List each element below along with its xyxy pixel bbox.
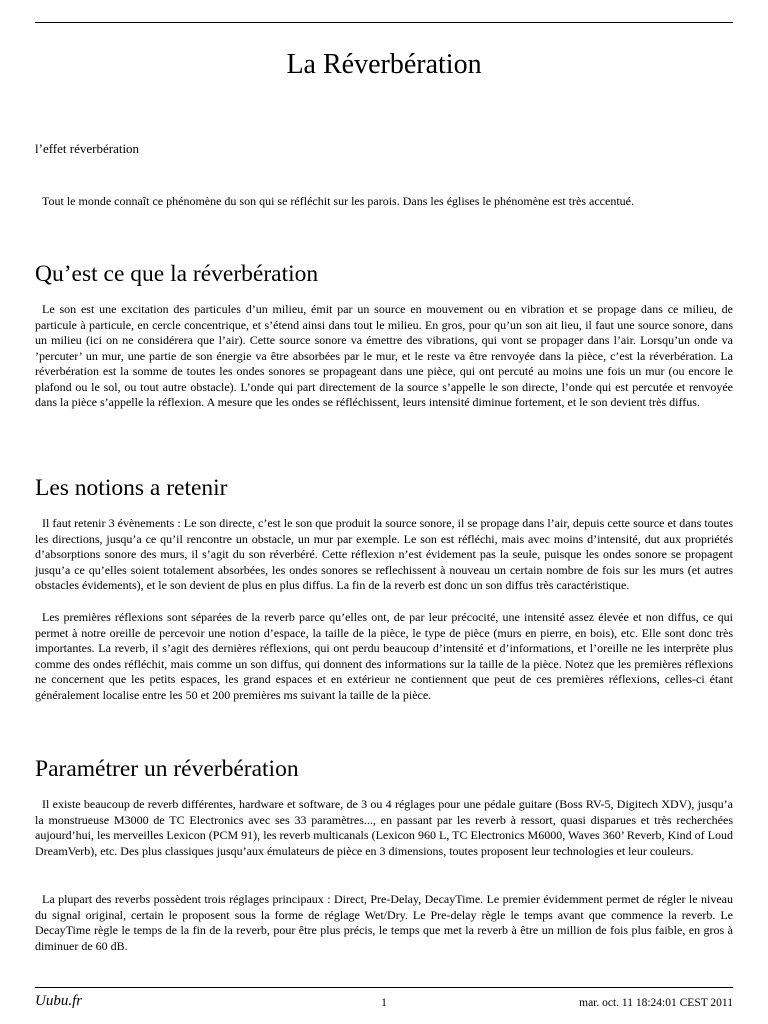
top-rule: [35, 22, 733, 23]
page-title: La Réverbération: [286, 49, 482, 80]
paragraph-parametrer-1: Il existe beaucoup de reverb différentes, hardware et software, de 3 ou 4 réglages pour une pédale guitare (Boss RV-5, Digitech XDV), jusqu’a la monstrueuse M3000 de TC Electronics avec ses 33 paramètres..., en passant par les reverb à ressort, quasi disparues et très recherchées aujourd’hui, les merveilles Lexicon (PCM 91), les reverb multicanals (Lexicon 960 L, TC Electronics M6000, Waves 360’ Reverb, Kind of Loud DreamVerb), etc. Des plus classiques jusqu’aux émulateurs de pièce en 3 dimensions, toutes proposent leur technologies et leur couleurs.: [35, 797, 733, 858]
paragraph-notions-2: Les premières réflexions sont séparées de la reverb parce qu’elles ont, de par leur précocité, une intensité assez élevée et non diffus, ce qui permet à notre oreille de percevoir une notion d’espace, la taille de la pièce, le type de pièce (murs en pierre, en bois), etc. Elle sont donc très importantes. La reverb, il s’agit des dernières réflexions, qui ont perdu beaucoup d’intensité et d’informations, et l’oreille ne les interprète plus comme des ondes réfléchit, mais comme un son diffus, qui donnent des informations sur la taille de la pièce. Notez que les premières réflexions ne concernent que les petits espaces, les grand espaces et en extérieur ne contiennent que peut de ces premières réflexions, celles-ci étant généralement localise entre les 50 et 200 premières ms suivant la taille de la pièce.: [35, 610, 733, 702]
intro-paragraph: Tout le monde connaît ce phénomène du son qui se réfléchit sur les parois. Dans les églises le phénomène est très accentué.: [42, 194, 634, 208]
footer-date: mar. oct. 11 18:24:01 CEST 2011: [579, 997, 733, 1009]
paragraph-parametrer-2: La plupart des reverbs possèdent trois réglages principaux : Direct, Pre-Delay, DecayTime. Le premier évidemment permet de régler le niveau du signal original, certain le proposent sous la forme de réglage Wet/Dry. Le Pre-delay règle le temps avant que commence la reverb. Le DecayTime règle le temps de la fin de la reverb, pour être plus précis, le temps que met la reverb à être un million de fois plus faible, en gros à diminuer de 60 dB.: [35, 892, 733, 953]
section-heading-notions: Les notions a retenir: [35, 475, 228, 501]
paragraph-notions-1: Il faut retenir 3 évènements : Le son directe, c’est le son que produit la source sonore, il se propage dans l’air, depuis cette source et dans toutes les directions, jusqu’a ce qu’il rencontre un obstacle, un mur par exemple. Le son est réfléchi, mais avec moins d’intensité, dut aux propriétés d’absorptions sonore des murs, il s’agit du son réverbéré. Cette réflexion n’est évidement pas la seule, puisque les ondes sonore se propagent jusqu’a ce qu’elles soient totalement absorbées, les ondes sonores se reflechissent à nouveau un certain nombre de fois sur les murs (et autres obstacles évidements), et le son devient de plus en plus diffus. La fin de la reverb est donc un son diffus très caractéristique.: [35, 516, 733, 592]
footer-rule: [35, 987, 733, 988]
section-heading-definition: Qu’est ce que la réverbération: [35, 261, 319, 287]
page-number: 1: [381, 997, 387, 1009]
footer-site-name: Uubu.fr: [35, 993, 83, 1009]
paragraph-definition: Le son est une excitation des particules d’un milieu, émit par un source en mouvement ou en vibration et se propage dans ce milieu, de particule à particule, en cercle concentrique, et s’étend ainsi dans tout le milieu. En gros, pour qu’un son ait lieu, il faut une source sonore, dans un milieu (ici on ne considérera que l’air). Cette source sonore va émettre des vibrations, qui vont se propager dans l’air. Lorsqu’un onde va ’percuter’ un mur, une partie de son énergie va être absorbées par le mur, et le reste va être renvoyée dans la pièce, c’est la réverbération. La réverbération est la somme de toutes les ondes sonores se propageant dans une pièce, qui ont percuté au moins une fois un mur (ou encore le plafond ou le sol, ou tout autre obstacle). L’onde qui part directement de la source s’appelle le son directe, l’onde qui est percutée et renvoyée dans la pièce s’appelle la réflexion. A mesure que les ondes se réfléchissent, leurs intensité diminue fortement, et le son devient très diffus.: [35, 302, 733, 409]
section-heading-parametrer: Paramétrer un réverbération: [35, 756, 299, 782]
subtitle: l’effet réverbération: [35, 141, 140, 156]
